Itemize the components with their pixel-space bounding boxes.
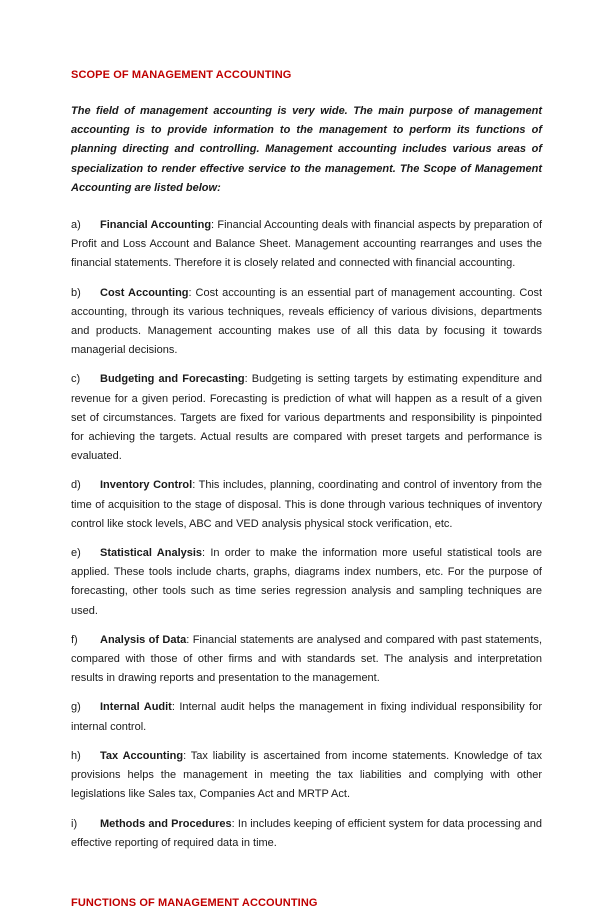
list-item-term: Financial Accounting: [100, 219, 212, 232]
list-item-text: : Financial Accounting deals with financial aspects by preparation of Profit and Loss Account and Balance Sheet. Management accounting rearranges and uses the financial statements. Therefore it is closely related and connected with financial accounting.: [71, 219, 542, 270]
page-title-scope: SCOPE OF MANAGEMENT ACCOUNTING: [71, 69, 292, 81]
list-item-marker: f): [71, 633, 78, 646]
list-item: [71, 476, 542, 534]
list-item: [71, 815, 542, 853]
list-item-text: : Financial statements are analysed and compared with past statements, compared with those of other firms and with standards set. The analysis and interpretation results in drawing reports and presentation to the management.: [71, 633, 542, 685]
list-item-term: Analysis of Data: [100, 633, 187, 646]
list-item-text: : Internal audit helps the management in fixing individual responsibility for internal control.: [71, 701, 543, 733]
list-item-text: : Tax liability is ascertained from income statements. Knowledge of tax provisions helps the management in meeting the tax liabilities and complying with other legislations like Sales tax, Companies Act and MRTP Act.: [71, 749, 542, 801]
scope-items-list: [71, 216, 542, 853]
list-item-marker: h): [71, 749, 81, 762]
list-item: [71, 631, 542, 689]
list-item-marker: d): [71, 479, 81, 492]
intro-paragraph: The field of management accounting is very wide. The main purpose of management accounting is to provide information to the management to perform its functions of planning directing and controlling. Management accounting includes various areas of specialization to render effective service to the management. The Scope of Management Accounting are listed below:: [71, 105, 542, 194]
list-item-marker: e): [71, 547, 81, 560]
list-item-marker: b): [71, 286, 81, 299]
list-item: [71, 370, 542, 466]
list-item-term: Budgeting and Forecasting: [100, 373, 245, 386]
list-item-marker: c): [71, 373, 81, 386]
list-item-text: : This includes, planning, coordinating and control of inventory from the time of acquisition to the stage of disposal. This is done through various techniques of inventory control like stock levels, ABC and VED analysis physical stock verification, etc.: [71, 479, 542, 530]
list-item-text: : Cost accounting is an essential part of management accounting. Cost accounting, through its various techniques, reveals efficiency of various divisions, departments and products. Management accounting makes use of all this data by focusing it towards managerial decisions.: [71, 286, 542, 357]
list-item: [71, 284, 542, 361]
list-item: [71, 216, 542, 274]
list-item-text: : Budgeting is setting targets by estimating expenditure and revenue for a given period. Forecasting is prediction of what will happen as a result of a given set of circumstances. Targets are fixed for various departments and responsibility is pinpointed for achieving the targets. Actual results are compared with preset targets and performance is evaluated.: [71, 373, 542, 463]
list-item-marker: g): [71, 701, 81, 714]
list-item: [71, 544, 542, 621]
list-item: [71, 747, 542, 805]
list-item-term: Methods and Procedures: [100, 817, 232, 830]
list-item-text: : In order to make the information more useful statistical tools are applied. These tools include charts, graphs, diagrams index numbers, etc. For the purpose of forecasting, other tools such as time series regression analysis and sampling techniques are used.: [71, 547, 542, 617]
list-item: [71, 698, 542, 736]
list-item-term: Inventory Control: [100, 479, 193, 492]
page-title-functions: FUNCTIONS OF MANAGEMENT ACCOUNTING: [71, 896, 318, 909]
list-item-term: Internal Audit: [100, 701, 172, 714]
list-item-term: Tax Accounting: [100, 749, 184, 762]
list-item-marker: i): [71, 817, 78, 830]
list-item-term: Statistical Analysis: [100, 547, 203, 560]
list-item-text: : In includes keeping of efficient system for data processing and effective reporting of required data in time.: [71, 817, 542, 849]
list-item-marker: a): [71, 219, 81, 232]
list-item-term: Cost Accounting: [100, 286, 189, 299]
